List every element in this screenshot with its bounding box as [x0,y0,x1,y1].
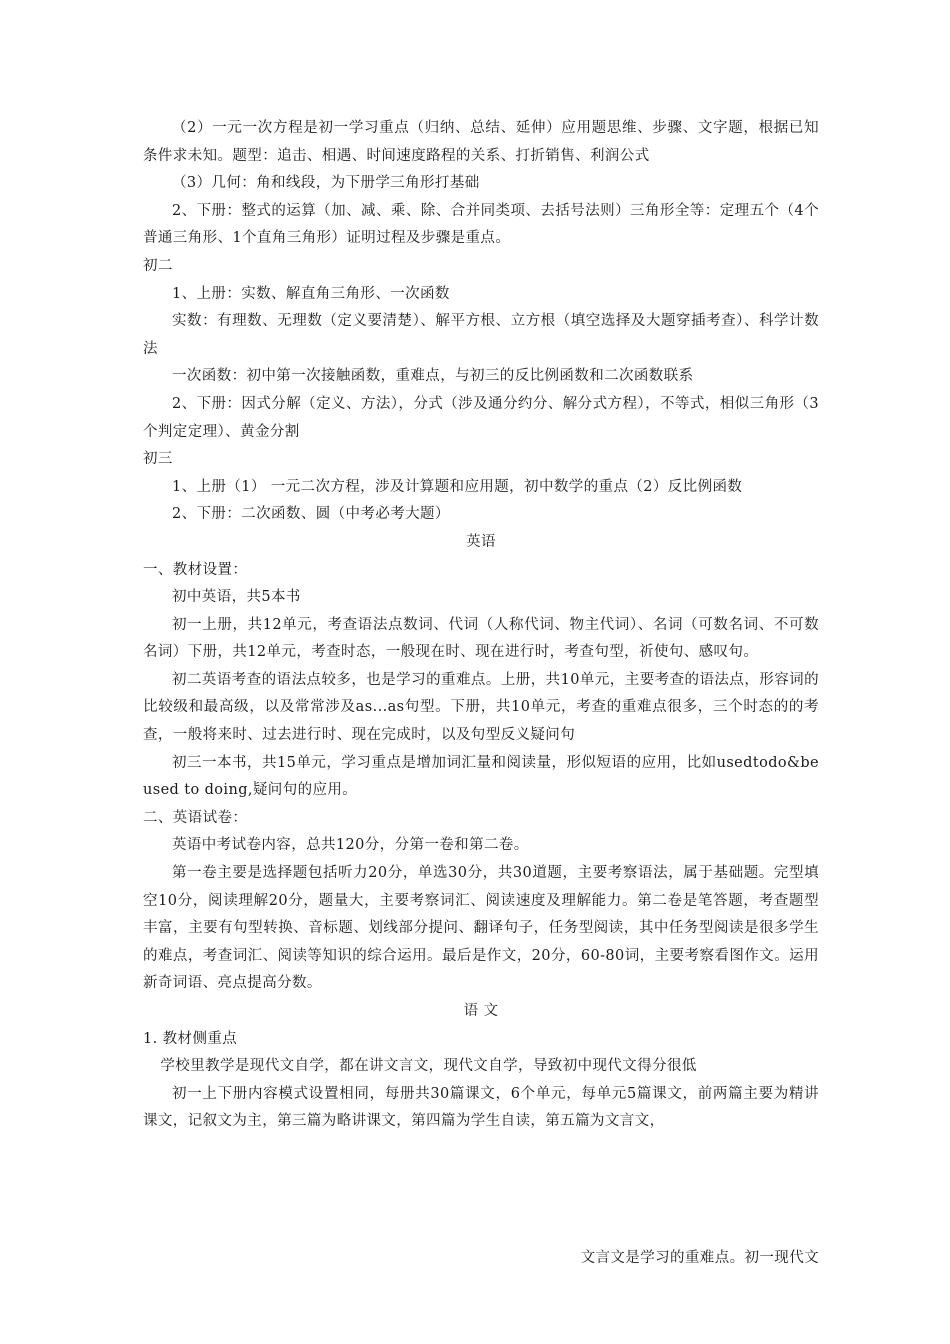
paragraph: 初三 [143,451,173,468]
paragraph: 一、教材设置： [143,561,248,578]
paragraph: 初二英语考查的语法点较多，也是学习的重难点。上册，共10单元，主要考查的语法点，形容词的比较级和最高级，以及常常涉及as...as句型。下册，共10单元，考查的重难点很多，三个时态的的考查，一般将来时、过去进行时、现在完成时，以及句型反义疑问句 [143,671,819,744]
paragraph: 2、下册：因式分解（定义、方法），分式（涉及通分约分、解分式方程），不等式，相似三角形（3个判定定理）、黄金分割 [143,395,819,440]
paragraph: 实数：有理数、无理数（定义要清楚）、解平方根、立方根（填空选择及大题穿插考查）、科学计数法 [143,313,819,357]
page-footer-text: 文言文是学习的重难点。初一现代文 [580,1250,819,1266]
paragraph: 第一卷主要是选择题包括听力20分，单选30分，共30道题，主要考察语法，属于基础题。完型填空10分，阅读理解20分，题量大，主要考察词汇、阅读速度及理解能力。第二卷是笔答题，考查题型丰富，主要有句型转换、音标题、划线部分提问、翻译句子，任务型阅读，其中任务型阅读是很多学生的难点，考查词汇、阅读等知识的综合运用。最后是作文，20分，60-80词，主要考察看图作文。运用新奇词语、亮点提高分数。 [143,865,819,992]
paragraph: （2）一元一次方程是初一学习重点（归纳、总结、延伸）应用题思维、步骤、文字题，根据已知条件求未知。题型：追击、相遇、时间速度路程的关系、打折销售、利润公式 [143,120,819,164]
paragraph: 2、下册：整式的运算（加、减、乘、除、合并同类项、去括号法则）三角形全等：定理五个（4个普通三角形、1个直角三角形）证明过程及步骤是重点。 [143,202,819,247]
paragraph: 英语中考试卷内容，总共120分，分第一卷和第二卷。 [172,837,529,854]
paragraph: （3）几何：角和线段，为下册学三角形打基础 [172,175,480,192]
paragraph: 初一上册，共12单元，考查语法点数词、代词（人称代词、物主代词）、名词（可数名词、不可数名词）下册，共12单元，考查时态，一般现在时、现在进行时，考查句型，祈使句、感叹句。 [143,616,819,661]
paragraph: 二、英语试卷： [143,809,248,826]
document-body [143,115,819,1136]
paragraph: 初二 [143,257,173,274]
paragraph: 初中英语，共5本书 [172,589,301,606]
paragraph: 1、上册：实数、解直角三角形、一次函数 [172,285,450,302]
paragraph: 2、下册：二次函数、圆（中考必考大题） [172,506,450,523]
paragraph: 初三一本书，共15单元，学习重点是增加词汇量和阅读量，形似短语的应用，比如usedtodo&be used to doing,疑问句的应用。 [143,754,819,799]
section-heading: 英语 [466,533,496,550]
paragraph: 一次函数：初中第一次接触函数，重难点，与初三的反比例函数和二次函数联系 [172,368,694,385]
paragraph: 学校里教学是现代文自学，都在讲文言文，现代文自学，导致初中现代文得分很低 [160,1058,697,1075]
paragraph: 1、上册（1） 一元二次方程，涉及计算题和应用题，初中数学的重点（2）反比例函数 [172,478,743,495]
paragraph: 1. 教材侧重点 [143,1030,238,1047]
section-heading: 语 文 [463,1003,499,1019]
paragraph: 初一上下册内容模式设置相同，每册共30篇课文，6个单元，每单元5篇课文，前两篇主要为精讲课文，记叙文为主，第三篇为略讲课文，第四篇为学生自读，第五篇为文言文， [143,1085,819,1130]
